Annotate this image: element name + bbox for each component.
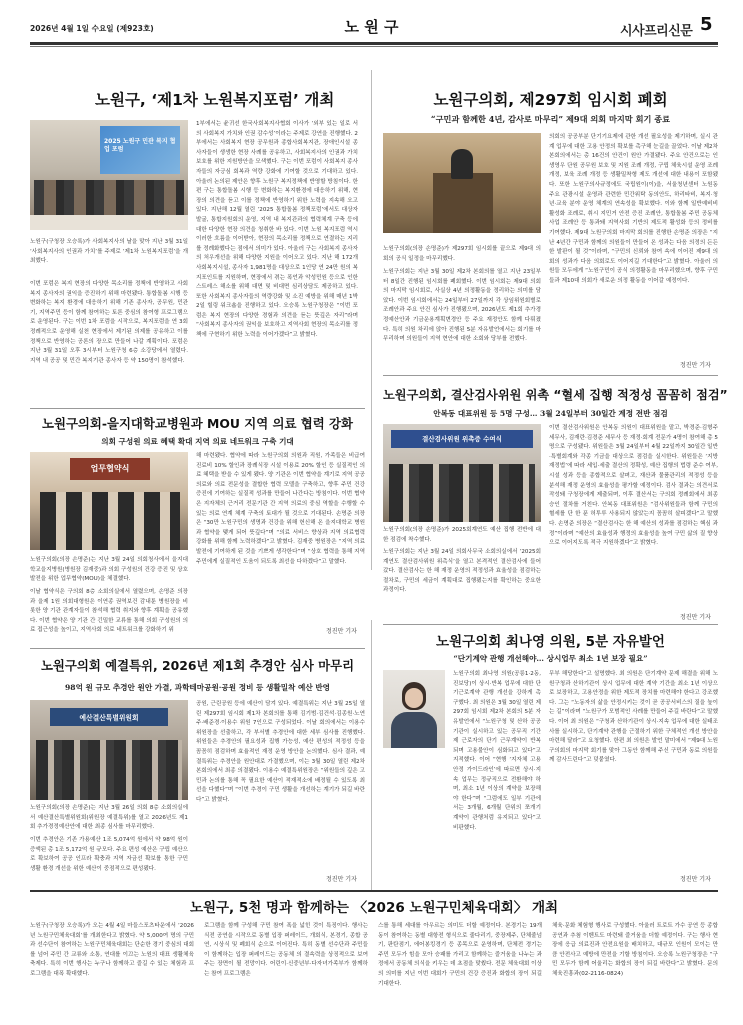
article-divider <box>383 375 718 376</box>
article-title: 노원구, 5천 명과 함께하는 〈2026 노원구민체육대회〉 개최 <box>189 900 559 916</box>
article-body: 노원구의회 최나영 의원(공릉1·2동, 진보당)이 상시·반복 업무에 대한 단기근로계약 관행 개선을 강하게 촉구했다. 최 의원은 3월 30일 열린 제297회 임시회 제2차 본회의 5분 자유발언에서 “노원구청 및 산하 공공기관이 실시하고 있는 공무직 기간제 근로자의 단기 근무계약이 반복되며 고용불안이 심화되고 있다”고 지적했다. 이어 “현행 ‘지자체 고용안정 가이드라인’에 따르면 상시·지속 업무는 정규직으로 전환해야 하며, 최소 1년 이상의 계약을 보장해야 한다”며 “그럼에도 일부 기관에서는 3개월, 6개월 단위의 쪼개기 계약이 관행처럼 유지되고 있다”고 비판했다. <box>453 671 541 831</box>
header-rule-thin <box>30 46 718 47</box>
article-body: 스를 통해 세대를 아우르는 의미도 더할 예정이다. 본경기는 19개 동이 참여하는 동별 대항전 형식으로 줄다리기, 중장제주, 단체줄넘기, 판탄점기, 에어봉킹경기 등 종목으로 운영하며, 단체전 경기는 주민 모두가 힘을 모아 승패를 가리고 함께하는 즐거움을 나누는 과정에서 공동체 의식을 키우는 데 초점을 맞췄다. 전문 체육대회 이상의 의미를 지닌 이번 대회가 구민의 건강 증진과 화합의 장이 되길 기대한다. <box>378 923 542 987</box>
photo-people <box>389 464 535 522</box>
article-title: 노원구의회, 결산검사위원 위촉 “혈세 집행 적정성 꼼꼼히 점검” <box>383 388 728 402</box>
reporter-byline: 정진만 기자 <box>680 876 711 883</box>
article-title: 노원구의회, 제297회 임시회 폐회 <box>433 91 668 109</box>
portrait-body <box>391 712 437 748</box>
article-subtitle: “구민과 함께한 4년, 감사로 마무리” 제9대 의회 마지막 회기 종료 <box>430 114 671 124</box>
article-divider <box>30 648 365 649</box>
header-rule <box>30 42 718 45</box>
photo-people <box>36 740 182 800</box>
article-body: 무부 해당한다”고 설명했다. 최 의원은 단기계약 문제 해결을 위해 노원구청과 산하기관이 상시 업무에 대한 계약 기간을 최소 1년 이상으로 보장하고, 고용안정을 위한 제도적 장치를 마련해야 한다고 강조했다. 그는 “노동자의 삶을 안정시키는 것이 곧 공공서비스의 질을 높이는 길”이라며 “노원구가 모범적인 사례를 만들어 주길 바란다”고 말했다. 이어 최 의원은 “구청과 산하기관이 상시·지속 업무에 대한 실태조사를 실시하고, 단기계약 관행을 근절하기 위한 구체적인 개선 방안을 마련해 달라”고 요청했다. 한편 최 의원은 발언 말미에서 “제9대 노원구의회의 마지막 회기를 맞아 그동안 함께해 주신 구민과 동료 의원들께 감사드린다”고 덧붙였다. <box>549 671 718 764</box>
photo-banner-text: 결산검사위원 위촉증 수여식 <box>422 435 502 443</box>
masthead-date: 2026년 4월 1일 수요일 (제923호) <box>30 24 154 33</box>
article-body: 로그램을 함께 구성해 구민 참여 폭을 넓힌 것이 특징이다. 행사는 식전 공연을 시작으로 동별 입장 퍼레이드, 개회식, 본경기, 종합 공연, 시상식 및 폐회식 순으로 이어진다. 특히 동별 선수단과 주민들이 함께하는 입장 퍼레이드는 공동체 의 결속력을 상징적으로 보여주는 장면이 될 전망이다. 어린이·신중년부·다자녀가족부가 함께하는 참여 프로그램은 <box>204 923 368 977</box>
article-divider <box>30 408 365 409</box>
article-photo <box>383 424 541 522</box>
reporter-byline: 정진만 기자 <box>680 614 711 621</box>
bottom-rule <box>30 890 718 892</box>
article-title: 노원구의회-을지대학교병원과 MOU 지역 의료 협력 강화 <box>42 416 353 431</box>
photo-caption: 노원구의회(의장 손명준)는 지난 3월 24일 의회청사에서 을지대학교을지병원(병원장 김재중)과 의회 구성원의 건강 증진 및 상호 발전을 위한 업무협약(MOU)을 체결했다. <box>30 557 188 583</box>
article-body: 체육·문화 체험형 행사로 구성했다. 아울러 트로트 가수 공연 등 종합공연과 추첨 이벤트도 마련돼 즐거움을 더할 예정이다. 구는 행사 현장에 응급 의료진과 안전요원을 배치하고, 대규모 인원이 모이는 만큼 안전사고 예방에 만전을 기할 방침이다. 오승록 노원구청장은 “구민 모두가 함께 어울리는 화합의 장이 되길 바란다”고 밝혔다. 문의 체육진흥과(02-2116-0824) <box>552 923 718 977</box>
section-title: 노 원 구 <box>344 18 399 36</box>
article-subtitle: 98억 원 규모 추경안 원안 가결, 과학테마공원·공원 정비 등 생활밀착 예산 반영 <box>65 683 330 692</box>
article-body: 의회의 공공부분 단기기요제에 관한 개선 필요성을 제기하며, 실시 관계 업무에 대한 고용 안정의 확보를 촉구해 눈길을 끌었다. 이날 제2차 본회의에서는 총 16건의 안건이 원안 가결됐다. 주요 안건으로는 인생영우 단원 공무원 보호 및 지원 조례 개정, 구립 체육시설 운영 조례 개정, 보육 조례 개정 등 생활밀착형 제도 개선에 대한 내용이 포함됐다. 또한 노원구의사규정에도 국립원이(이)을, 서울청년센터 노원동 주요 관광시설 운영과 관련한 민간위탁 동의안도, 하리타비, 복지·청년·교육 분야 운영 체계의 연속성을 확보했다. 이와 함께 일반예비비 활성화 조례로, 취시 지민거 안전 증진 조례안, 통합돌봄 주민 공동체 사업 조례안 등 통과돼 지역사회 기반의 제도적 활성화 등의 정비를 기여했다. 제9대 노원구의회 마지막 회의를 진행한 손명준 의장은 “지난 4년간 구민과 함께의 의원들이 만들어 온 성과는 다음 의정의 든든한 발판이 될 것”이라며, “구민의 신뢰와 참여 속에 이어진 제9대 의회의 성과가 다음 의회로도 이어지길 기대한다”고 밝혔다. 아울러 의원들 모두에게 “노원구민이 공식 의정활동을 마무리했으며, 향후 구민들과 제10대 의회가 새로운 의정 활동을 이어갈 예정이다. <box>549 134 719 284</box>
portrait-face <box>405 688 423 708</box>
portrait-photo <box>383 670 445 748</box>
column-divider <box>371 620 372 890</box>
article-subtitle: 안복동 대표위원 등 5명 구성… 3월 24일부터 30일간 계정 전반 점검 <box>433 409 668 418</box>
article-body: 노원구의회는 지난 3월 30일 제2차 본회의를 열고 지난 23일부터 8일간 진행된 임시회를 폐회했다. 이번 임시회는 제9대 의회의 마지막 임시회로, 사실상 4년 의정활동을 정리하는 의미를 담았다. 이번 임시회에서는 24일부터 27일까지 각 상임위원회별로 조례안과 주요 안건 심사가 진행됐으며, 2026년도 제1회 추가경정예산안과 기금운용계획변경안 등 주요 재정안도 함께 다뤄졌다. 특히 의원 차리에 앉아 진행된 5분 자유발언에서는 회기를 마무리하며 의원들이 지역 현안에 대한 소회와 당부를 전했다. <box>383 269 541 343</box>
article-photo <box>30 700 188 800</box>
article-body: 노원구(구청장 오승록)가 오는 4월 4일 마들스포츠타운에서 ‘2026년 노원구민체육대회’를 개최한다고 밝혔다. 약 5,000여 명의 구민과 선수단이 참여하는 노원구민체육대회는 단순한 경기 중심의 대회를 넘어 주민 간 교류와 소통, 연대를 이끄는 노원의 대표 생활체육 축제다. 특히 이번 행사는 누구나 함께하고 즐길 수 있는 체험과 프로그램을 대폭 확대했다. <box>30 923 194 977</box>
article-title: 노원구의회 최나영 의원, 5분 자유발언 <box>436 634 665 650</box>
article-title: 노원구의회 예결특위, 2026년 제1회 추경안 심사 마무리 <box>40 658 355 673</box>
article-body: 이번 결산검사위원은 안복동 의원이 대표위원을 맡고, 박경준·김형주 세무사, 김재란·김경준 세무사 등 재정·회계 전문가 4명이 참여해 총 5명으로 구성됐다. 위원들은 3월 24일부터 4월 22일까지 30일간 일반·특별회계와 각종 기금을 대상으로 점검을 실시한다. 위원들은 ‘지방재정법’에 따라 세입·세출 결산의 정확성, 예산 집행의 법령 준수 여부, 시설 성과 등을 종합적으로 살펴고, 재산과 물품관리의 적정성 등을 분석해 재정 운영의 효율성을 평가할 예정이다. 검사 결과는 의견서로 작성돼 구청장에게 제출되며, 이후 결산서는 구의회 정례회에서 최종 승인 절차를 거친다. 안복동 대표위원은 “검사위원들과 함께 구민의 혈세를 단 한 푼 허투루 사용되지 않았는지 꼼꼼히 살피겠다”고 말했다. 손명준 의장은 “결산검사는 한 해 예산의 성과를 점검하는 핵심 과정”이라며 “예산의 효율성과 행정의 효율성을 높여 구민 삶의 질 향상으로 이어지도록 적극 지원하겠다”고 밝혔다. <box>549 425 719 547</box>
article-subtitle: “단기계약 관행 개선해야… 상시업무 최소 1년 보장 필요” <box>453 654 648 663</box>
photo-caption: 노원구의회(의장 손명준)는 지난 3월 26일 의회 8층 소회의실에서 예산결산특별위원회(위원장 예결특위)를 열고 2026년도 제1회 추가경정예산안에 대한 최종 심사를 마무리했다. <box>30 805 188 831</box>
reporter-byline: 정진만 기자 <box>680 362 711 369</box>
article-subtitle: 의회 구성원 의료 혜택 확대 지역 의료 네트워크 구축 기대 <box>101 437 294 446</box>
photo-caption: 노원구의회(의장 손명준)가 2025회계연도 예산 집행 전반에 대한 점검에 착수했다. <box>383 527 541 543</box>
article-body: 1부에서는 윤귀선 한국사회복지사협회 이사가 ‘외부 있는 일로 서의 사회복지 가치와 인권 감수성’이라는 주제로 강연을 진행했다. 2부에서는 사회복지 현장 공무원과 종합사회복지관, 장애인시설 종사자들이 생생한 현장 사례를 공유하고, 사회복지사의 인권과 가치 보호를 위한 지원방안을 모색했다. 구는 이번 포럼이 사회복지 종사자들의 자긍심 회복과 역량 강화에 기여할 것으로 기대하고 있다. 아울러 논의된 제안은 향후 노원구 복지정책에 반영할 방침이다. 한편 구는 통합돌봄 시행 등 변화하는 복지환경에 대응하기 위해, 현장의 의견을 듣고 이를 정책에 반영하기 위한 노력을 지속해 오고 있다. 지난해 12월 열린 ‘2025 통합돌봄 정책포럼’에서도 대상자발굴, 통합지원회의 운영, 지역 내 복지관과의 협력체계 구축 등에 대한 다양한 현장 의견을 청취한 바 있다. 이번 노원 복지포럼 역시 이러한 흐름을 이어받아, 현장의 목소리를 정책으로 연결하는 지리를 정례화했다는 점에서 의미가 있다. 아울러 구는 사회복지 종사자의 처우개선을 위해 다양한 지원을 이어오고 있다. 지난 해 172개 사회복지시설, 종사자 1,981명을 대상으로 1인당 연 24만 원의 복지포인트를 지원하며, 현장에서 겪는 폭언과 악성민원 등으로 인한 스트레스 해소를 위해 대면 및 비대면 심리상담도 제공하고 있다. 또한 사회복지 종사자들의 역량강화 및 소진 예방을 위해 매년 1박 2일 힐링 워크숍을 진행하고 있다. 오승록 노원구청장은 “이번 포럼은 복지 현장의 다양한 경험과 의견을 듣는 뜻깊은 자리”라며 “사회복지 종사자의 권익을 보호하고 지역사회 현장의 목소리를 정책에 구현하기 위한 노력을 이어가겠다”고 밝혔다. <box>196 121 358 339</box>
column-divider <box>371 70 372 570</box>
article-body: 노원구의회는 지난 3월 24일 의회사무국 소회의실에서 ‘2025회계연도 결산검사위원 위촉식’을 열고 본격적인 결산검사에 들어갔다. 결산검사는 한 해 재정 운영의 적정성과 효율성을 점검하는 절차로, 구민의 세금이 계획대로 집행됐는지를 확인하는 중요한 과정이다. <box>383 549 541 594</box>
photo-podium <box>433 173 493 233</box>
article-title: 노원구, ‘제1차 노원복지포럼’ 개최 <box>95 91 335 109</box>
article-body: 이번 추경안은 기존 가용예산 1조 5,074억 원에서 약 98억 원이 증액된 총 1조 5,172억 원 규모다. 주요 편성 예산은 구립 예산으로 확보하여 공공 인프라 확충과 지역 자금선 확보를 통한 구민 생활 환경 개선을 위한 예산이 중점적으로 편성됐다. <box>30 837 189 872</box>
article-photo <box>30 120 188 230</box>
article-body: 공원, 근린공원 등에 예산이 담겨 있다. 예결특위는 지난 3월 25일 열린 제297회 임시회 제1차 본회의를 통해 김기범·김건석·김종원·노연주·배준경·이용수 위원 7인으로 구성되었다. 이날 회의에서는 이용수 위원장을 선출하고, 각 부서별 추경안에 대한 세부 심사를 진행했다. 위원들은 추경안의 필요성과 집행 가능성, 예산 편성의 적정성 등을 꼼꼼히 점검하며 효율적인 재정 운영 방안을 논의했다. 심사 결과, 예결특위는 추경안을 원안대로 가결했으며, 이는 3월 30일 열린 제2차 본회의에서 최종 의결됐다. 이용수 예결특위원장은 “위원들의 깊은 고민과 논의를 통해 꼭 필요한 예산이 적재적소에 배정될 수 있도록 최선을 다했다”며 “이번 추경이 구민 생활을 개선하는 계기가 되길 바란다”고 밝혔다. <box>196 701 365 803</box>
article-body: 해 마련됐다. 협약에 따라 노원구의회 의원과 직원, 가족들은 비급여 진료비 10% 할인과 장례식장 시설 이용료 20% 할인 등 실질적인 의료 혜택을 받을 수 있게 됐다. 양 기관은 이번 협약을 계기로 지역 공공의료와 의료 전문성을 결합한 협력 모델을 구축하고, 향후 주민 건강 증진에 기여하는 실질적 성과를 만들어 나간다는 방침이다. 이번 협약은 지자체의 근거리 전문기관 간 지역 의료의 중심 역할을 수행할 수 있는 의료 연계 체계 구축의 토대가 될 것으로 기대된다. 손명준 의장은 “30만 노원구민의 생명과 건강을 위해 헌신해 온 을지대학교 병원과 협약을 맺게 되어 뜻깊다”며 “의료 서비스 향상과 지역 의료협력 강화를 위해 함께 노력하겠다”고 밝혔다. 김재중 병원장은 “지역 의료 발전에 기여하게 된 것을 기쁘게 생각한다”며 “상호 협력을 통해 지역 주민에게 실질적인 도움이 되도록 최선을 다하겠다”고 말했다. <box>196 453 366 565</box>
photo-caption: 노원구의회(의장 손명준)가 제297회 임시회를 끝으로 제9대 의회의 공식 일정을 마무리했다. <box>383 246 541 262</box>
photo-banner-text: 업무협약식 <box>90 464 130 473</box>
article-photo <box>30 452 188 550</box>
reporter-byline: 정진만 기자 <box>326 876 357 883</box>
article-body: 이번 포럼은 복지 현장의 다양한 목소리를 정책에 반영하고 사회복지 종사자의 권익을 증진하기 위해 마련됐다. 통합돌봄 시행 등 변화하는 복지 환경에 대응하기 위해 기존 종사자, 공무원, 민관기, 지역주민 등이 함께 참여하는 토론 중심의 참여형 프로그램으로 운영된다. 구는 이번 1차 포럼을 시작으로, 복지포럼을 연 3회 정례적으로 운영해 실천 현장에서 제기된 의제를 공유하고 이를 정책으로 반영하는 공론의 장으로 만들어 나갈 계획이다. 포럼은 지난 3월 31일 오후 3시부터 노원구청 6층 소강당에서 열렸다. 지역 내 공공 및 민간 복지기관 종사자 등 약 150명이 참석했다. <box>30 281 188 364</box>
article-photo <box>383 133 541 233</box>
article-divider <box>383 624 718 625</box>
page-number: 5 <box>700 14 713 35</box>
photo-people <box>40 492 180 550</box>
photo-table <box>30 215 188 230</box>
reporter-byline: 정진만 기자 <box>326 628 357 635</box>
photo-person <box>451 149 473 179</box>
article-body: 이날 협약식은 구의회 8층 소회의실에서 열렸으며, 손명준 의장과 을제 1원 의회대형원은 이연종 권역보건 감내툰 병원장을 비롯한 양 기관 관계자들이 참석해 협력 취지와 향후 계획을 공유했다. 이번 협약은 양 기관 간 긴밀한 교류를 통해 의회 구성원의 의료 접근성을 높이고, 지역사회 의료 네트워크를 강화하기 위 <box>30 589 188 634</box>
photo-banner-text: 예산결산특별위원회 <box>79 714 139 722</box>
photo-banner-text: 2025 노원구 민관 복지 협업 포럼 <box>104 138 176 153</box>
brand-logo: 시사프리신문 <box>620 24 693 39</box>
photo-caption: 노원구(구청장 오승록)가 사회복지사의 날을 맞아 지난 3월 31일 ‘사회복지사의 인권과 가치’를 주제로 ‘제1차 노원복지포럼’을 개최했다. <box>30 239 188 265</box>
